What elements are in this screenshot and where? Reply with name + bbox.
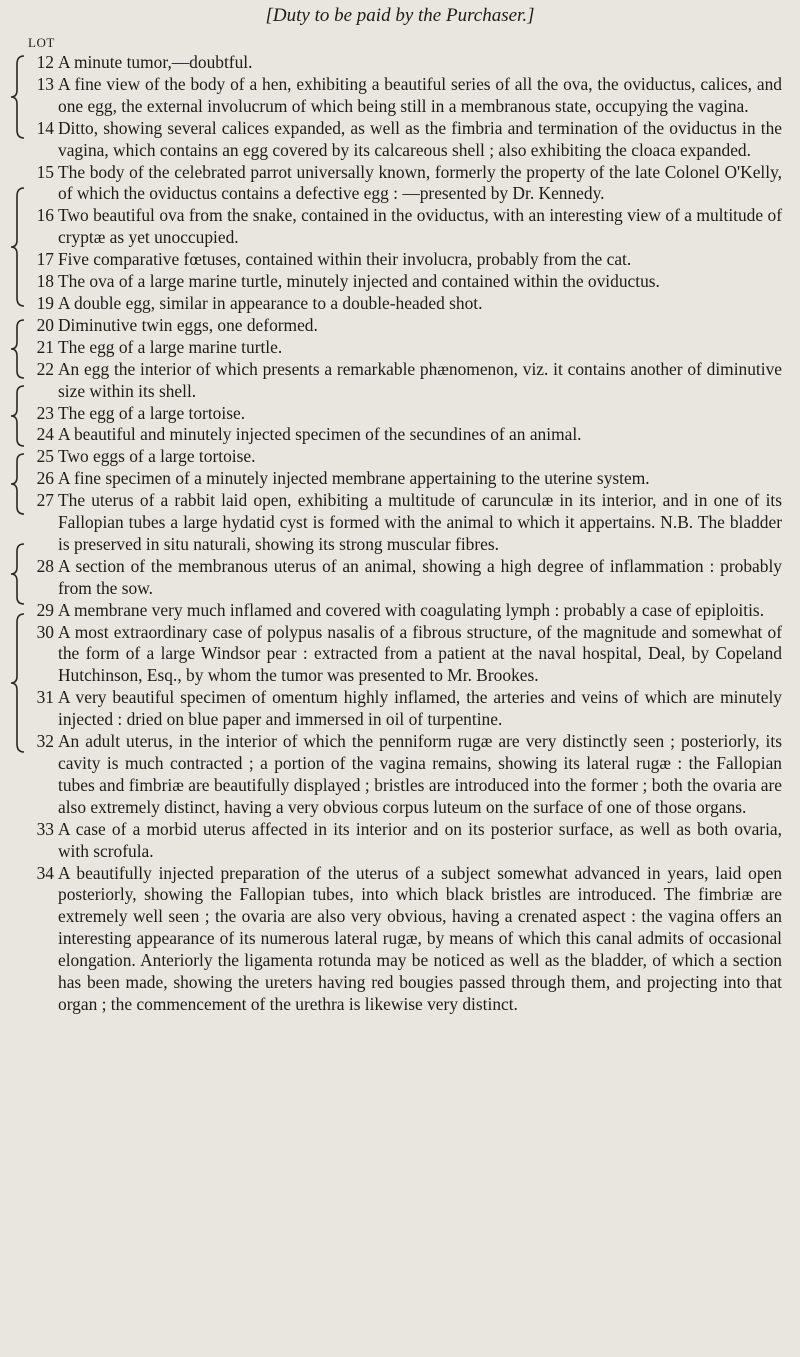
lot-number: 17 (36, 249, 54, 270)
lot-description: A beautifully injected preparation of the uterus of a subject somewhat advanced in years, laid open posteriorly, showing the Fallopian tubes, into which black bristles are introduced. The fimbriæ are extremely well seen ; the ovaria are also very obvious, having a crenated aspect : the vagina offers an interesting appearance of its numerous lateral rugæ, by means of which this canal admits of occasional elongation. Anteriorly the ligamenta rotunda may be noticed as well as the bladder, of which a section has been made, showing the ureters having red bougies passed through them, and projecting into that organ ; the commencement of the urethra is likewise very distinct. (58, 862, 782, 1014)
lot-column-label: LOT (28, 35, 55, 50)
lot-entry-14 (0, 118, 800, 162)
lot-description: Ditto, showing several calices expanded, as well as the fimbria and termination of the oviductus in the vagina, which contains an egg covered by its calcareous shell ; also exhibiting the cloaca expanded. (58, 117, 782, 160)
lot-number: 13 (36, 73, 54, 94)
lot-number: 14 (36, 117, 54, 138)
lot-number: 15 (36, 161, 54, 182)
lot-number: 32 (36, 731, 54, 752)
lot-description: A double egg, similar in appearance to a double-headed shot. (58, 292, 483, 313)
lot-description: A section of the membranous uterus of an animal, showing a high degree of inflammation : probably from the sow. (58, 555, 782, 598)
lot-description: An egg the interior of which presents a remarkable phænomenon, viz. it contains another of diminutive size within its shell. (58, 358, 782, 401)
lot-description: The ova of a large marine turtle, minutely injected and contained within the oviductus. (58, 271, 660, 292)
lot-number: 28 (36, 555, 54, 576)
lot-entry-16 (0, 205, 800, 249)
lot-number: 33 (36, 818, 54, 839)
lot-entry-27 (0, 490, 800, 556)
lot-description: The uterus of a rabbit laid open, exhibiting a multitude of carunculæ in its interior, and in one of its Fallopian tubes a large hydatid cyst is formed with the animal to which it appertains. N.B. The bladder is preserved in situ naturali, showing its strong muscular fibres. (58, 490, 782, 554)
lot-list (0, 52, 800, 1016)
lot-number: 18 (36, 271, 54, 292)
lot-description: Five comparative fœtuses, contained within their involucra, probably from the cat. (58, 249, 632, 270)
lot-number: 24 (36, 424, 54, 445)
lot-description: A membrane very much inflamed and covered with coagulating lymph : probably a case of epiploitis. (58, 599, 765, 620)
lot-number: 20 (36, 314, 54, 335)
lot-description: A most extraordinary case of polypus nasalis of a fibrous structure, of the magnitude and somewhat of the form of a large Windsor pear : extracted from a patient at the naval hospital, Deal, by Copeland Hutchinson, Esq., by whom the tumor was presented to Mr. Brookes. (58, 621, 782, 686)
lot-description: A very beautiful specimen of omentum highly inflamed, the arteries and veins of which are minutely injected : dried on blue paper and immersed in oil of turpentine. (58, 687, 782, 730)
page-header: [Duty to be paid by the Purchaser.] (265, 5, 535, 26)
lot-description: The body of the celebrated parrot universally known, formerly the property of the late Colonel O'Kelly, of which the oviductus contains a defective egg : —presented by Dr. Kennedy. (58, 161, 782, 204)
lot-number: 29 (36, 599, 54, 620)
lot-number: 26 (36, 468, 54, 489)
lot-number: 25 (36, 446, 54, 467)
lot-number: 34 (36, 862, 54, 883)
lot-entry-28 (0, 556, 800, 600)
lot-entry-30 (0, 622, 800, 688)
lot-description: A beautiful and minutely injected specimen of the secundines of an animal. (58, 424, 582, 445)
lot-entry-15 (0, 162, 800, 206)
lot-description: An adult uterus, in the interior of which the penniform rugæ are very distinctly seen ; posteriorly, its cavity is much contracted ; a portion of the vagina remains, showing its lateral rugæ : the Fallopian tubes and fimbriæ are beautifully displayed ; bristles are introduced into the former ; both the ovaria are also extremely distinct, having a very obvious corpus luteum on the surface of one of those organs. (58, 731, 782, 817)
lot-entry-20 (0, 315, 800, 337)
lot-description: A minute tumor,—doubtful. (58, 52, 253, 72)
lot-number: 21 (36, 336, 54, 357)
lot-entry-24 (0, 424, 800, 446)
lot-number: 31 (36, 687, 54, 708)
lot-entry-32 (0, 731, 800, 819)
lot-number: 19 (36, 292, 54, 313)
lot-description: A case of a morbid uterus affected in its interior and on its posterior surface, as well as both ovaria, with scrofula. (58, 818, 782, 861)
lot-entry-33 (0, 819, 800, 863)
lot-entry-18 (0, 271, 800, 293)
lot-number: 27 (36, 490, 54, 511)
lot-description: The egg of a large marine turtle. (58, 336, 283, 357)
lot-entry-13 (0, 74, 800, 118)
lot-entry-17 (0, 249, 800, 271)
lot-entry-19 (0, 293, 800, 315)
lot-entry-34 (0, 863, 800, 1016)
lot-number: 12 (36, 52, 54, 72)
lot-number: 22 (36, 358, 54, 379)
lot-entry-12 (0, 52, 800, 74)
lot-entry-21 (0, 337, 800, 359)
lot-description: Two beautiful ova from the snake, contained in the oviductus, with an interesting view of a multitude of cryptæ as yet unoccupied. (58, 205, 782, 248)
lot-description: Diminutive twin eggs, one deformed. (58, 314, 318, 335)
lot-entry-25 (0, 446, 800, 468)
lot-entry-29 (0, 600, 800, 622)
lot-description: The egg of a large tortoise. (58, 402, 246, 423)
lot-entry-22 (0, 359, 800, 403)
lot-entry-26 (0, 468, 800, 490)
lot-number: 23 (36, 402, 54, 423)
lot-description: A fine specimen of a minutely injected membrane appertaining to the uterine system. (58, 468, 650, 489)
lot-description: A fine view of the body of a hen, exhibiting a beautiful series of all the ova, the oviductus, calices, and one egg, the external involucrum of which being still in a membranous state, occupying the vagina. (58, 73, 782, 116)
lot-entry-31 (0, 687, 800, 731)
lot-number: 30 (36, 621, 54, 642)
lot-description: Two eggs of a large tortoise. (58, 446, 256, 467)
lot-number: 16 (36, 205, 54, 226)
lot-entry-23 (0, 403, 800, 425)
